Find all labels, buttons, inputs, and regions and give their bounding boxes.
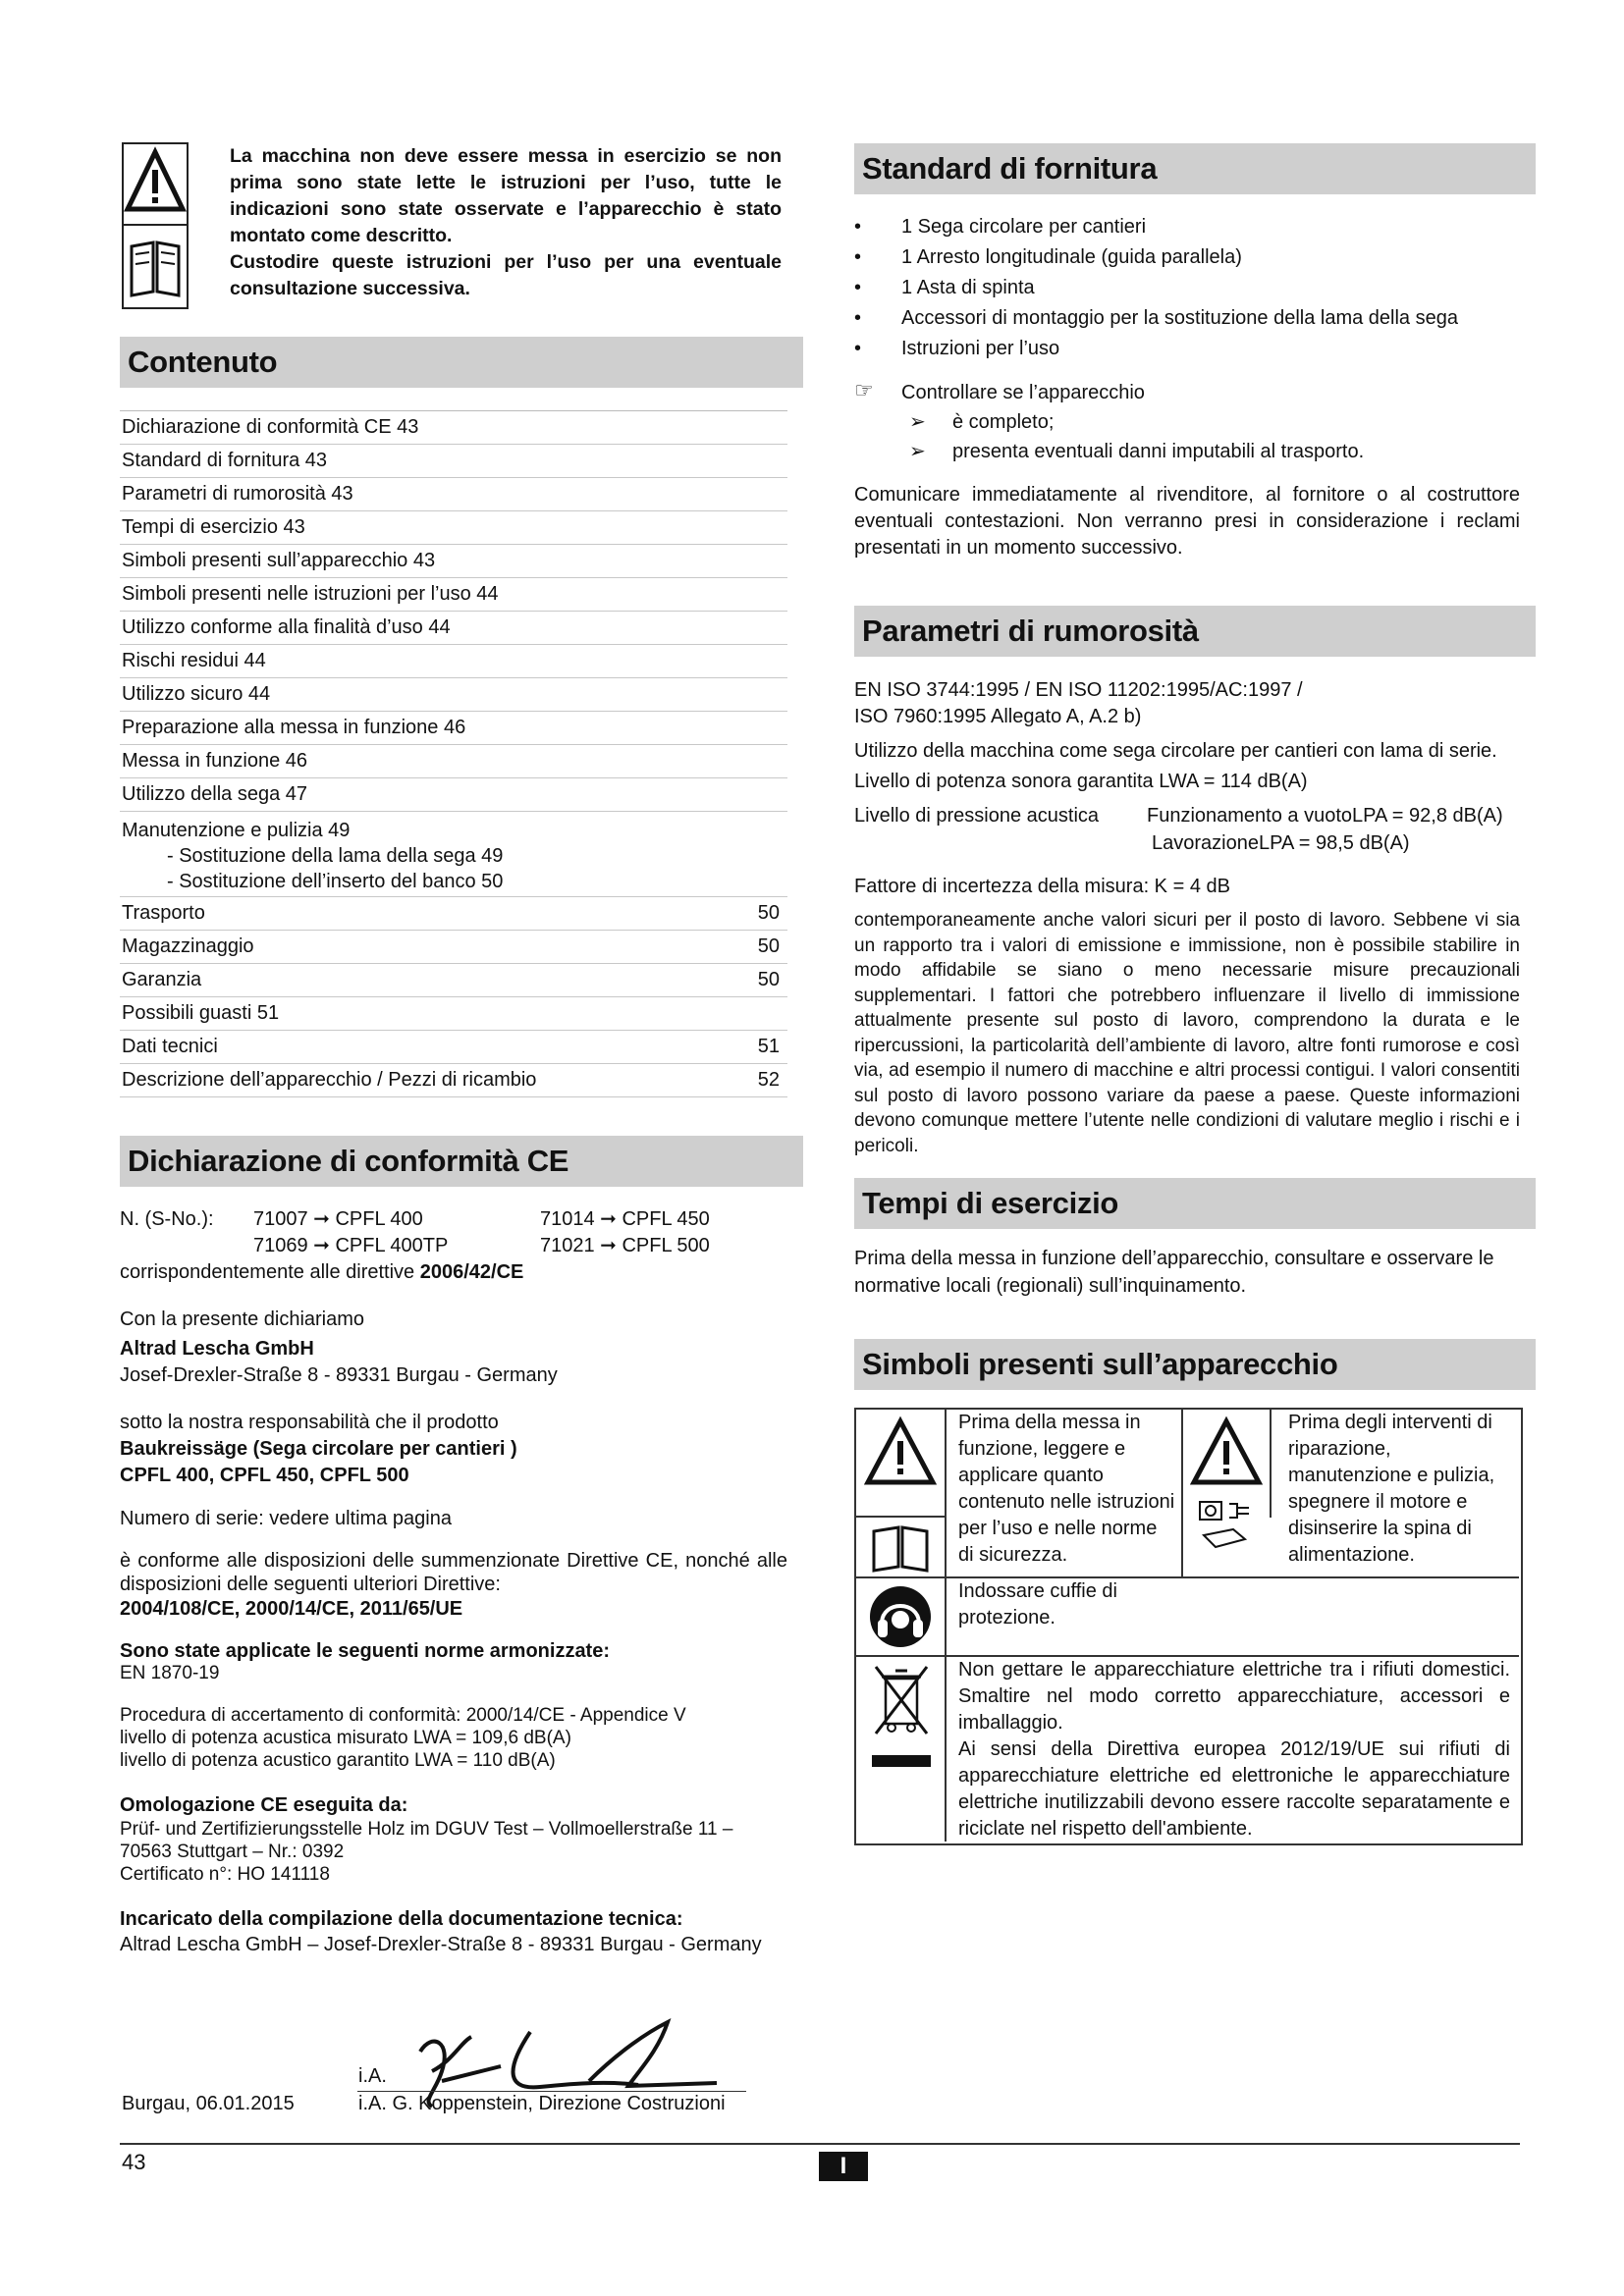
noise-standard-1: EN ISO 3744:1995 / EN ISO 11202:1995/AC:1997 / <box>854 679 1303 701</box>
model-4: 71021 ➞ CPFL 500 <box>540 1235 710 1256</box>
symbols-heading: Simboli presenti sull’apparecchio <box>854 1339 1536 1390</box>
noise-standard-2: ISO 7960:1995 Allegato A, A.2 b) <box>854 706 1142 727</box>
norms-title: Sono state applicate le seguenti norme armonizzate: <box>120 1640 611 1662</box>
weee-text: Ai sensi della Direttiva europea 2012/19/UE sui rifiuti di apparecchiature elettriche ed elettroniche le apparecchiature elettriche inutilizzabili devono essere raccolte separatamente e riciclate nel rispetto dell'ambiente. <box>958 1738 1510 1840</box>
times-heading: Tempi di esercizio <box>854 1178 1536 1229</box>
warning-line-2: Custodire queste istruzioni per l’uso per una eventuale consultazione successiva. <box>230 251 782 299</box>
sound-power: Livello di potenza sonora garantita LWA = 114 dB(A) <box>854 771 1308 792</box>
measured-power: livello di potenza acustica misurato LWA = 109,6 dB(A) <box>120 1728 571 1748</box>
supply-list <box>854 212 1520 364</box>
toc-label: Possibili guasti 51 <box>122 1002 280 1024</box>
toc-page: 50 <box>757 902 780 924</box>
signature-ia: i.A. <box>358 2065 387 2087</box>
supply-note: Comunicare immediatamente al rivenditore, al fornitore o al costruttore eventuali contestazioni. Non verranno presi in considerazione i reclami presentati in un momento successivo. <box>854 484 1520 559</box>
table-divider <box>1270 1410 1272 1518</box>
product-models: CPFL 400, CPFL 450, CPFL 500 <box>120 1465 409 1486</box>
noise-use: Utilizzo della macchina come sega circolare per cantieri con lama di serie. <box>854 740 1497 762</box>
ear-protection-icon <box>868 1584 933 1649</box>
directive-number: 2006/42/CE <box>419 1261 524 1283</box>
documentation-address: Altrad Lescha GmbH – Josef-Drexler-Straße 8 - 89331 Burgau - Germany <box>120 1934 762 1955</box>
toc-label: Preparazione alla messa in funzione 46 <box>122 717 466 738</box>
toc-label: Messa in funzione 46 <box>122 750 308 772</box>
toc-item[interactable] <box>120 897 787 931</box>
check-item <box>854 407 1520 437</box>
noise-text: contemporaneamente anche valori sicuri per il posto di lavoro. Sebbene vi sia un rapporto tra i valori di emissione e immissione, non è possibile stabilire in modo affidabile se siano o meno necessarie misure precauzionali supplementari. I fattori che potrebbero influenzare il livello di immissione attualmente presente sul posto di lavoro, comprendono la durata e le ripercussioni, la particolarità dell’ambiente di lavoro, altre fonti rumorose e così via, ad esempio il numero di macchine e altri processi contigui. I valori consentiti sul posto di lavoro possono variare da paese a paese. Queste informazioni devono comunque mettere l’utente nelle condizioni di valutare meglio i rischi e i pericoli. <box>854 910 1520 1156</box>
manual-book-icon <box>870 1525 931 1573</box>
uncertainty: Fattore di incertezza della misura: K = 4 dB <box>854 876 1230 897</box>
toc-label: Utilizzo sicuro 44 <box>122 683 271 705</box>
list-item: • Istruzioni per l’uso <box>854 334 1520 364</box>
page-number: 43 <box>122 2150 146 2174</box>
table-of-contents <box>120 410 787 1097</box>
serial-note: Numero di serie: vedere ultima pagina <box>120 1508 452 1529</box>
toc-item[interactable] <box>120 478 787 511</box>
serial-label: N. (S-No.): <box>120 1208 214 1230</box>
arrow-icon: ➢ <box>909 441 926 462</box>
toc-item[interactable] <box>120 778 787 812</box>
toc-item[interactable] <box>120 411 787 445</box>
toc-label: Simboli presenti sull’apparecchio 43 <box>122 550 436 571</box>
conformity-text: è conforme alle disposizioni delle summenzionate Direttive CE, nonché alle disposizioni delle seguenti ulteriori Direttive: <box>120 1550 787 1595</box>
check-text: Controllare se l’apparecchio <box>901 382 1145 403</box>
toc-item[interactable] <box>120 612 787 645</box>
list-item: • 1 Sega circolare per cantieri <box>854 212 1520 242</box>
warning-triangle-icon <box>864 1415 937 1510</box>
homologation-title: Omologazione CE eseguita da: <box>120 1794 408 1816</box>
company-name: Altrad Lescha GmbH <box>120 1338 314 1360</box>
check-line <box>854 378 1520 407</box>
table-divider <box>945 1410 947 1842</box>
toc-label: Manutenzione e pulizia 49 <box>122 820 351 841</box>
toc-item-maintenance[interactable] <box>120 812 787 897</box>
declare-text: Con la presente dichiariamo <box>120 1308 365 1330</box>
norms-list: EN 1870-19 <box>120 1663 220 1683</box>
warning-triangle-icon <box>124 144 187 307</box>
toc-subitem[interactable]: - Sostituzione della lama della sega 49 <box>167 845 504 867</box>
warning-icon-box <box>122 142 189 309</box>
toc-label: Utilizzo della sega 47 <box>122 783 307 805</box>
warning-line-1: La macchina non deve essere messa in esercizio se non prima sono state lette le istruzioni per l’uso, tutte le indicazioni sono state osservate e l’apparecchio è stato montato come descritto. <box>230 145 782 246</box>
toc-page: 51 <box>757 1036 780 1057</box>
crossed-bin-icon <box>870 1665 933 1773</box>
directives-list: 2004/108/CE, 2000/14/CE, 2011/65/UE <box>120 1598 463 1620</box>
disposal-text: Non gettare le apparecchiature elettriche tra i rifiuti domestici. Smaltire nel modo corretto apparecchiature, accessori e imballaggio. <box>958 1659 1510 1734</box>
check-item-text: presenta eventuali danni imputabili al trasporto. <box>952 441 1365 462</box>
toc-item[interactable] <box>120 745 787 778</box>
toc-label: Parametri di rumorosità 43 <box>122 483 353 505</box>
pressure-work: LavorazioneLPA = 98,5 dB(A) <box>1152 832 1410 854</box>
signature-line <box>357 2091 746 2092</box>
toc-item[interactable] <box>120 578 787 612</box>
directive-text: corrispondentemente alle direttive <box>120 1261 420 1283</box>
language-badge: I <box>819 2152 868 2181</box>
toc-page: 52 <box>757 1069 780 1091</box>
toc-label: Trasporto <box>122 902 205 924</box>
toc-page: 50 <box>757 935 780 957</box>
homologation-line-3: Certificato n°: HO 141118 <box>120 1864 330 1885</box>
pointing-hand-icon: ☞ <box>854 378 874 402</box>
toc-label: Magazzinaggio <box>122 935 254 957</box>
list-item: • 1 Asta di spinta <box>854 273 1520 303</box>
toc-label: Simboli presenti nelle istruzioni per l’uso 44 <box>122 583 499 605</box>
symbol-text-3: Indossare cuffie di protezione. <box>958 1580 1117 1629</box>
symbols-table <box>854 1408 1523 1845</box>
guaranteed-power: livello di potenza acustico garantito LWA = 110 dB(A) <box>120 1750 556 1771</box>
supply-heading: Standard di fornitura <box>854 143 1536 194</box>
toc-label: Dichiarazione di conformità CE 43 <box>122 416 419 438</box>
toc-label: Dati tecnici <box>122 1036 218 1057</box>
check-item <box>854 437 1520 466</box>
toc-label: Rischi residui 44 <box>122 650 266 671</box>
supply-section <box>854 212 1520 561</box>
toc-item[interactable] <box>120 1031 787 1064</box>
toc-label: Garanzia <box>122 969 202 990</box>
documentation-title: Incaricato della compilazione della documentazione tecnica: <box>120 1908 683 1930</box>
toc-label: Utilizzo conforme alla finalità d’uso 44 <box>122 616 451 638</box>
toc-label: Descrizione dell’apparecchio / Pezzi di ricambio <box>122 1069 537 1091</box>
toc-item[interactable] <box>120 511 787 545</box>
toc-item[interactable] <box>120 712 787 745</box>
unplug-warning-icon <box>1190 1415 1263 1573</box>
ce-heading: Dichiarazione di conformità CE <box>120 1136 803 1187</box>
toc-subitem[interactable]: - Sostituzione dell’inserto del banco 50 <box>167 871 504 892</box>
footer-rule <box>120 2143 1520 2145</box>
symbol-text-1: Prima della messa in funzione, leggere e applicare quanto contenuto nelle istruzioni per l’uso e nelle norme di sicurezza. <box>958 1412 1175 1566</box>
toc-label: Standard di fornitura 43 <box>122 450 328 471</box>
toc-item[interactable] <box>120 545 787 578</box>
toc-item[interactable] <box>120 1064 787 1097</box>
list-item: • Accessori di montaggio per la sostituzione della lama della sega <box>854 303 1520 334</box>
responsibility-text: sotto la nostra responsabilità che il prodotto <box>120 1412 499 1433</box>
table-divider <box>1181 1410 1183 1576</box>
homologation-line-1: Prüf- und Zertifizierungsstelle Holz im DGUV Test – Vollmoellerstraße 11 – <box>120 1819 733 1840</box>
symbol-text-2: Prima degli interventi di riparazione, manutenzione e pulizia, spegnere il motore e disinserire la spina di alimentazione. <box>1288 1412 1495 1566</box>
model-1: 71007 ➞ CPFL 400 <box>253 1208 423 1230</box>
toc-label: Tempi di esercizio 43 <box>122 516 305 538</box>
toc-item[interactable] <box>120 645 787 678</box>
list-item: • 1 Arresto longitudinale (guida parallela) <box>854 242 1520 273</box>
times-text: Prima della messa in funzione dell’apparecchio, consultare e osservare le normative locali (regionali) sull’inquinamento. <box>854 1248 1494 1297</box>
table-divider <box>856 1516 945 1518</box>
model-3: 71069 ➞ CPFL 400TP <box>253 1235 449 1256</box>
toc-item[interactable] <box>120 931 787 964</box>
toc-item[interactable] <box>120 445 787 478</box>
toc-item[interactable] <box>120 997 787 1031</box>
manual-book-icon <box>132 242 179 295</box>
arrow-icon: ➢ <box>909 411 926 433</box>
signer-name: i.A. G. Koppenstein, Direzione Costruzioni <box>358 2093 726 2114</box>
check-item-text: è completo; <box>952 411 1055 433</box>
place-date: Burgau, 06.01.2015 <box>122 2093 295 2114</box>
product-name: Baukreissäge (Sega circolare per cantieri ) <box>120 1438 517 1460</box>
ce-declaration <box>120 1206 787 1957</box>
noise-heading: Parametri di rumorosità <box>854 606 1536 657</box>
toc-item[interactable] <box>120 964 787 997</box>
pressure-idle: Funzionamento a vuotoLPA = 92,8 dB(A) <box>1147 805 1503 827</box>
company-address: Josef-Drexler-Straße 8 - 89331 Burgau - Germany <box>120 1364 558 1386</box>
toc-item[interactable] <box>120 678 787 712</box>
table-divider <box>856 1576 1519 1578</box>
model-2: 71014 ➞ CPFL 450 <box>540 1208 710 1230</box>
toc-page: 50 <box>757 969 780 990</box>
symbol-text-4 <box>958 1657 1510 1842</box>
pressure-label: Livello di pressione acustica <box>854 805 1100 827</box>
warning-text <box>230 143 782 302</box>
noise-section <box>854 677 1520 1158</box>
homologation-line-2: 70563 Stuttgart – Nr.: 0392 <box>120 1842 345 1862</box>
contents-heading: Contenuto <box>120 337 803 388</box>
procedure-text: Procedura di accertamento di conformità: 2000/14/CE - Appendice V <box>120 1705 686 1726</box>
